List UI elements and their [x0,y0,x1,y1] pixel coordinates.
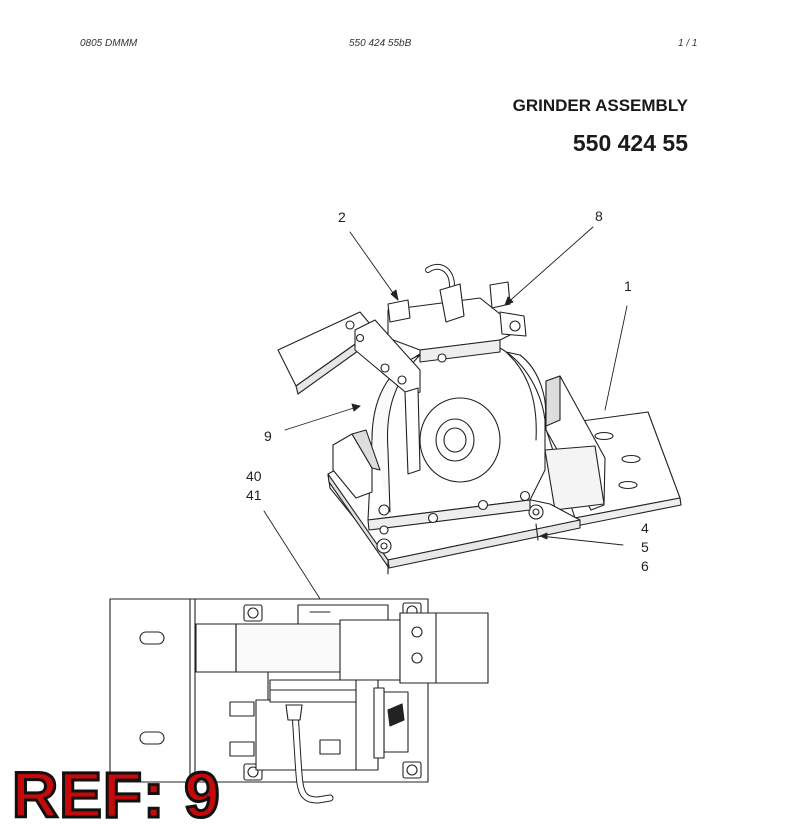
header-page-number: 1 / 1 [678,38,698,49]
header-drawing-number: 550 424 55bB [349,38,412,49]
callout-1: 1 [624,278,632,294]
mounting-plate [545,376,681,526]
hydraulic-motor [388,267,526,362]
callout-4: 4 [641,520,649,536]
callout-9: 9 [264,428,272,444]
callout-6: 6 [641,558,649,574]
part-number: 550 424 55 [572,130,688,156]
callout-41: 41 [246,487,262,503]
header-doc-code: 0805 DMMM [80,38,138,49]
callout-5: 5 [641,539,649,555]
ref-label: REF: 9 [12,759,221,831]
page-title: GRINDER ASSEMBLY [512,96,688,115]
callout-40: 40 [246,468,262,484]
callout-2: 2 [338,209,346,225]
callout-8: 8 [595,208,603,224]
